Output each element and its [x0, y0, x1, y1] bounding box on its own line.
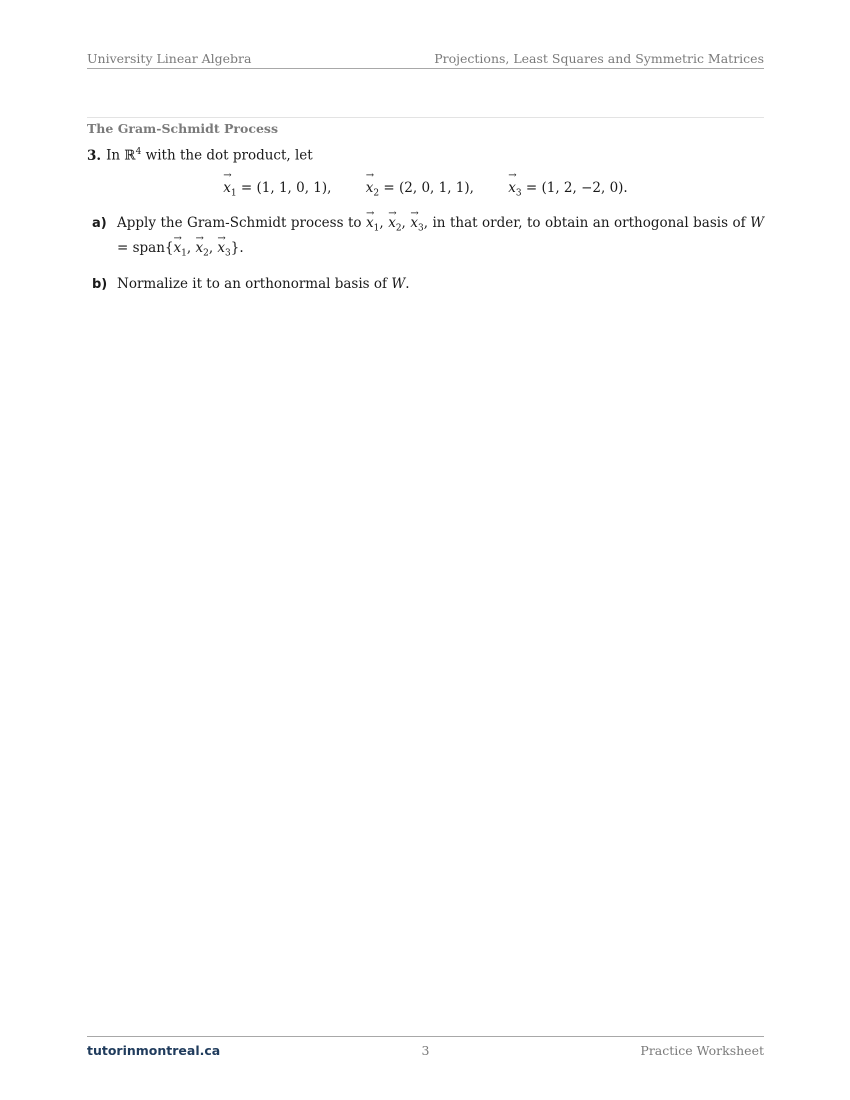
page-number: 3 [421, 1043, 430, 1058]
part-b-text: Normalize it to an orthonormal basis of W. [117, 276, 410, 293]
part-a-label: a) [92, 216, 107, 231]
vector-value: = (2, 0, 1, 1), [379, 180, 474, 196]
vector-arrow: → x [223, 180, 231, 196]
vector-x2 [366, 180, 474, 199]
vector-arrow: → x [508, 180, 516, 196]
footer-website-link[interactable]: tutorinmontreal.ca [87, 1043, 221, 1058]
part-a [87, 214, 764, 263]
vector-value: = (1, 2, −2, 0). [521, 180, 628, 196]
section-divider [87, 117, 764, 118]
vector-subscript: 2 [373, 188, 380, 199]
vector-value: = (1, 1, 0, 1), [236, 180, 332, 196]
vector-subscript: 3 [515, 188, 522, 199]
footer-document-type: Practice Worksheet [640, 1043, 764, 1058]
page-header [87, 50, 764, 69]
vector-definitions [87, 180, 764, 199]
vector-x1 [223, 180, 331, 199]
problem-intro-suffix: with the dot product, let [141, 147, 313, 164]
part-a-text: Apply the Gram-Schmidt process to → $x_1$, → $x_2$, → $x_3$, in that order, to obtain an orthogonal basis of W = span{→ $x_1$, → $x_2$, → $x_3$}. [117, 214, 764, 263]
vector-x3 [508, 180, 628, 199]
page-footer [87, 1043, 764, 1061]
space-symbol: ℝ [124, 147, 136, 164]
problem-intro-prefix: In [106, 147, 125, 164]
footer-divider [87, 1036, 764, 1037]
vector-arrow: → x [366, 180, 374, 196]
part-b [87, 275, 764, 294]
space-dimension: 4 [135, 147, 142, 157]
vector-subscript: 1 [230, 188, 237, 199]
section-title: The Gram-Schmidt Process [87, 121, 278, 136]
part-b-label: b) [92, 277, 108, 293]
problem-statement [87, 147, 764, 164]
header-course-title: University Linear Algebra [87, 51, 252, 66]
problem-number: 3. [87, 147, 102, 164]
problem-parts [87, 214, 764, 306]
header-chapter-title: Projections, Least Squares and Symmetric Matrices [434, 51, 764, 66]
